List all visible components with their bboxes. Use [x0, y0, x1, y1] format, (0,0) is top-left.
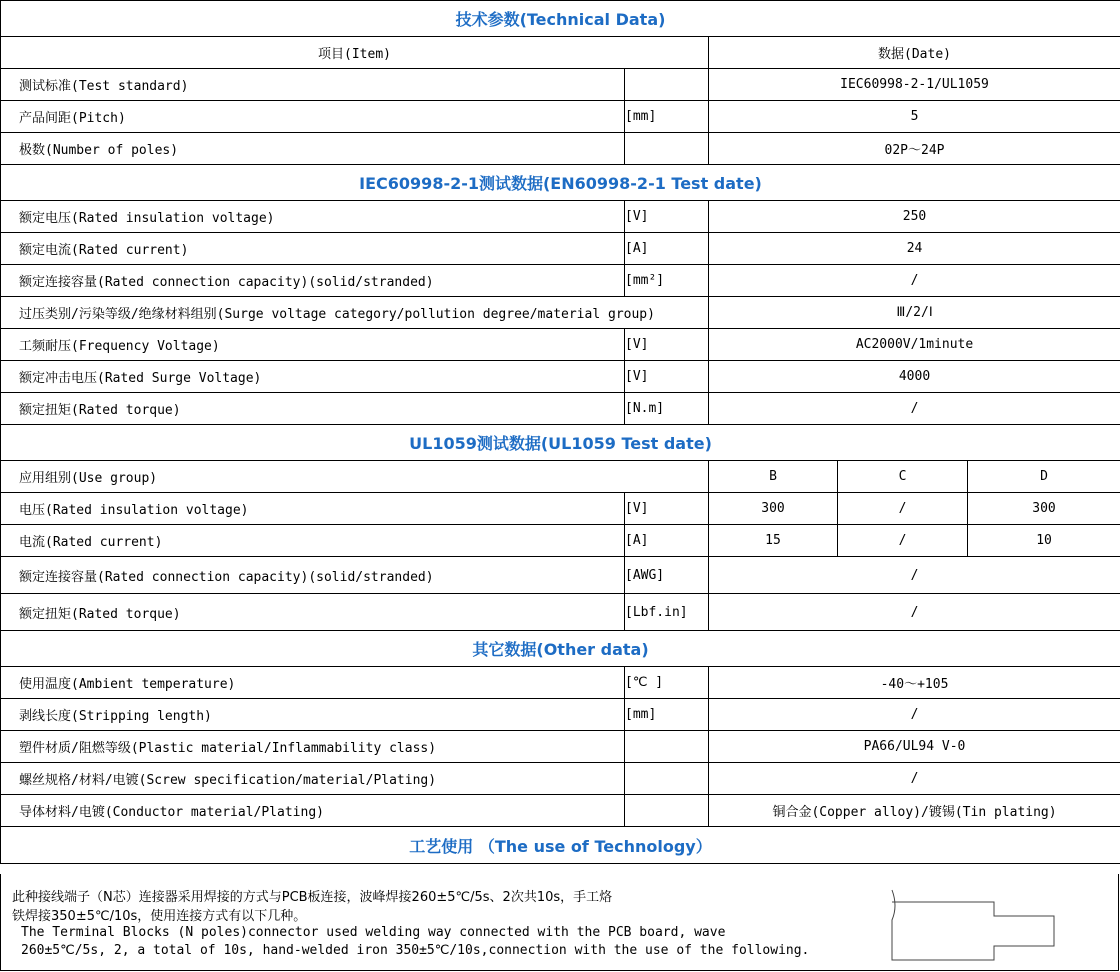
value-b: 15 — [709, 525, 838, 557]
section-title-other: 其它数据(Other data) — [1, 631, 1120, 667]
table-row — [1, 101, 1120, 133]
table-row — [1, 265, 1120, 297]
row-label: 工频耐压(Frequency Voltage) — [1, 329, 625, 361]
row-label: 额定连接容量(Rated connection capacity)(solid/stranded) — [1, 265, 625, 297]
row-unit: [N.m] — [625, 393, 709, 425]
table-row — [1, 329, 1120, 361]
row-label: 产品间距(Pitch) — [1, 101, 625, 133]
table-row — [1, 731, 1120, 763]
terminal-outline — [892, 890, 1054, 960]
table-row — [1, 795, 1120, 827]
row-value: / — [709, 393, 1120, 425]
table-row — [1, 233, 1120, 265]
row-label: 额定扭矩(Rated torque) — [1, 393, 625, 425]
row-unit: [mm²] — [625, 265, 709, 297]
row-label: 塑件材质/阻燃等级(Plastic material/Inflammability class) — [1, 731, 625, 763]
column-header-item: 项目(Item) — [1, 37, 709, 69]
row-unit — [625, 133, 709, 165]
row-unit — [625, 731, 709, 763]
table-row — [1, 361, 1120, 393]
section-title-ul1059: UL1059测试数据(UL1059 Test date) — [1, 425, 1120, 461]
row-value: PA66/UL94 V-0 — [709, 731, 1120, 763]
table-row — [1, 594, 1120, 631]
row-value: 24 — [709, 233, 1120, 265]
table-row — [1, 557, 1120, 594]
row-unit: [V] — [625, 361, 709, 393]
row-unit — [625, 69, 709, 101]
row-unit: [℃ ] — [625, 667, 709, 699]
value-c: / — [838, 493, 968, 525]
note-en-line-1: The Terminal Blocks (N poles)connector used welding way connected with the PCB board, wave — [21, 925, 726, 940]
row-unit: [A] — [625, 525, 709, 557]
section-title-technical-data: 技术参数(Technical Data) — [1, 1, 1120, 37]
row-unit: [mm] — [625, 101, 709, 133]
row-label: 额定电压(Rated insulation voltage) — [1, 201, 625, 233]
note-cn-line-1: 此种接线端子（N芯）连接器采用焊接的方式与PCB板连接，波峰焊接260±5℃/5s、2次共10s，手工烙 — [12, 890, 613, 905]
row-label: 测试标准(Test standard) — [1, 69, 625, 101]
value-b: 300 — [709, 493, 838, 525]
row-value: 02P～24P — [709, 133, 1120, 165]
row-unit — [625, 795, 709, 827]
table-row — [1, 133, 1120, 165]
row-value: IEC60998-2-1/UL1059 — [709, 69, 1120, 101]
row-unit: [V] — [625, 493, 709, 525]
row-unit: [AWG] — [625, 557, 709, 594]
row-value: 250 — [709, 201, 1120, 233]
row-value: / — [709, 699, 1120, 731]
value-d: 300 — [968, 493, 1120, 525]
row-label: 电压(Rated insulation voltage) — [1, 493, 625, 525]
section-title-iec: IEC60998-2-1测试数据(EN60998-2-1 Test date) — [1, 165, 1120, 201]
section-title-technology: 工艺使用 （The use of Technology） — [1, 827, 1120, 864]
table-row — [1, 667, 1120, 699]
table-row — [1, 525, 1120, 557]
row-value: Ⅲ/2/Ⅰ — [709, 297, 1120, 329]
column-header-data: 数据(Date) — [709, 37, 1120, 69]
row-label: 额定连接容量(Rated connection capacity)(solid/stranded) — [1, 557, 625, 594]
note-cn-line-2: 铁焊接350±5℃/10s，使用连接方式有以下几种。 — [12, 909, 307, 924]
group-b: B — [709, 461, 838, 493]
row-label: 额定冲击电压(Rated Surge Voltage) — [1, 361, 625, 393]
row-label: 螺丝规格/材料/电镀(Screw specification/material/Plating) — [1, 763, 625, 795]
group-d: D — [968, 461, 1120, 493]
note-en-line-2: 260±5℃/5s, 2, a total of 10s, hand-welded iron 350±5℃/10s,connection with the use of the following. — [21, 943, 810, 958]
group-c: C — [838, 461, 968, 493]
table-row — [1, 297, 1120, 329]
row-label: 使用温度(Ambient temperature) — [1, 667, 625, 699]
row-label: 额定电流(Rated current) — [1, 233, 625, 265]
table-row — [1, 201, 1120, 233]
row-label: 导体材料/电镀(Conductor material/Plating) — [1, 795, 625, 827]
row-value: 5 — [709, 101, 1120, 133]
table-row — [1, 69, 1120, 101]
row-value: / — [709, 265, 1120, 297]
connection-diagram — [884, 888, 1064, 968]
row-unit: [V] — [625, 201, 709, 233]
row-unit: [Lbf.in] — [625, 594, 709, 631]
row-value: 4000 — [709, 361, 1120, 393]
row-unit: [mm] — [625, 699, 709, 731]
row-label: 电流(Rated current) — [1, 525, 625, 557]
row-unit: [A] — [625, 233, 709, 265]
table-row — [1, 763, 1120, 795]
row-label: 剥线长度(Stripping length) — [1, 699, 625, 731]
row-unit — [625, 763, 709, 795]
row-value: -40～+105 — [709, 667, 1120, 699]
value-c: / — [838, 525, 968, 557]
table-row — [1, 493, 1120, 525]
row-value: / — [709, 557, 1120, 594]
row-label: 极数(Number of poles) — [1, 133, 625, 165]
row-label: 应用组别(Use group) — [1, 461, 709, 493]
table-row — [1, 699, 1120, 731]
table-row — [1, 393, 1120, 425]
table-row — [1, 461, 1120, 493]
row-value: / — [709, 763, 1120, 795]
row-value: AC2000V/1minute — [709, 329, 1120, 361]
row-unit: [V] — [625, 329, 709, 361]
row-label: 额定扭矩(Rated torque) — [1, 594, 625, 631]
row-value: / — [709, 594, 1120, 631]
value-d: 10 — [968, 525, 1120, 557]
row-label: 过压类别/污染等级/绝缘材料组别(Surge voltage category/pollution degree/material group) — [1, 297, 709, 329]
row-value: 铜合金(Copper alloy)/镀锡(Tin plating) — [709, 795, 1120, 827]
